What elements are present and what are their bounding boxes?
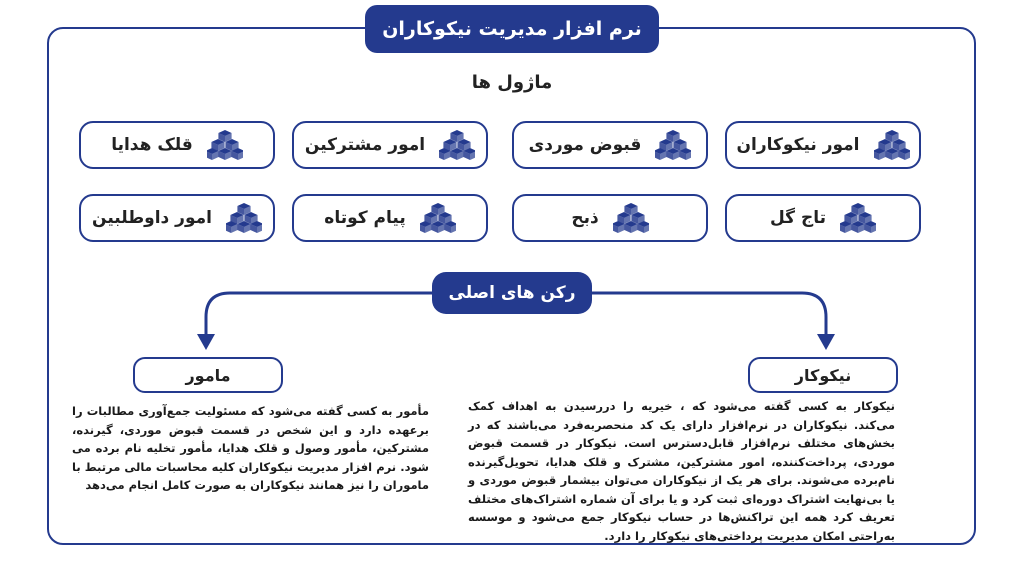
module-label: امور مشترکین [304, 135, 426, 155]
pillars-heading-text: رکن های اصلی [448, 283, 576, 303]
module-label: قبوض موردی [528, 135, 642, 155]
module-label: امور داوطلبین [92, 208, 212, 228]
module-label: پیام کوتاه [324, 208, 406, 228]
title-text: نرم افزار مدیریت نیکوکاران [382, 18, 642, 40]
module-label: امور نیکوکاران [736, 135, 860, 155]
modules-heading: ماژول ها [471, 72, 553, 93]
role-nikokar [748, 357, 898, 393]
connector-right [592, 293, 826, 336]
module-label: ذبح [571, 208, 599, 228]
role-mamour [133, 357, 283, 393]
arrow-head-right [817, 334, 835, 350]
role-nikokar-label: نیکوکار [794, 365, 852, 385]
role-mamour-label: مامور [185, 365, 231, 385]
module-label: تاج گل [770, 208, 826, 228]
nikokar-description: نیکوکار به کسی گفته می‌شود که ، خیریه را دررسیدن به اهداف کمک می‌کند. نیکوکاران در نرم‌افزار دارای یک کد منحصربه‌فرد می‌باشند که در بخش‌های مختلف نرم‌افزار قابل‌دسترس است. نیکوکار در قسمت قبوض موردی، پرداخت‌کننده، امور مشترکین، مشترک و قلک هدایا، تحویل‌گیرنده نام‌برده می‌شوند. برای هر یک از نیکوکاران می‌توان بیشمار قبوض موردی و یا بی‌نهایت اشتراک دوره‌ای ثبت کرد و یا برای آن شماره اشتراک‌های مختلف تعریف کرد همه این تراکنش‌ها در حساب نیکوکار جمع می‌شود و موسسه به‌راحتی امکان مدیریت پرداختی‌های نیکوکار را دارد. [468, 399, 895, 543]
pillars-heading [432, 272, 592, 314]
connector-left [206, 293, 432, 336]
mamour-description: مأمور به کسی گفته می‌شود که مسئولیت جمع‌آوری مطالبات را برعهده دارد و این شخص در قسمت قبوض موردی، گیرنده، مشترکین، مأمور وصول و قلک هدایا، مأمور تخلیه نام برده می شود. نرم افزار مدیریت نیکوکاران کلیه محاسبات مالی مرتبط با ماموران را نیز همانند نیکوکاران به صورت کامل انجام می‌دهد [72, 404, 429, 492]
module-label: قلک هدایا [111, 135, 193, 155]
arrow-head-left [197, 334, 215, 350]
